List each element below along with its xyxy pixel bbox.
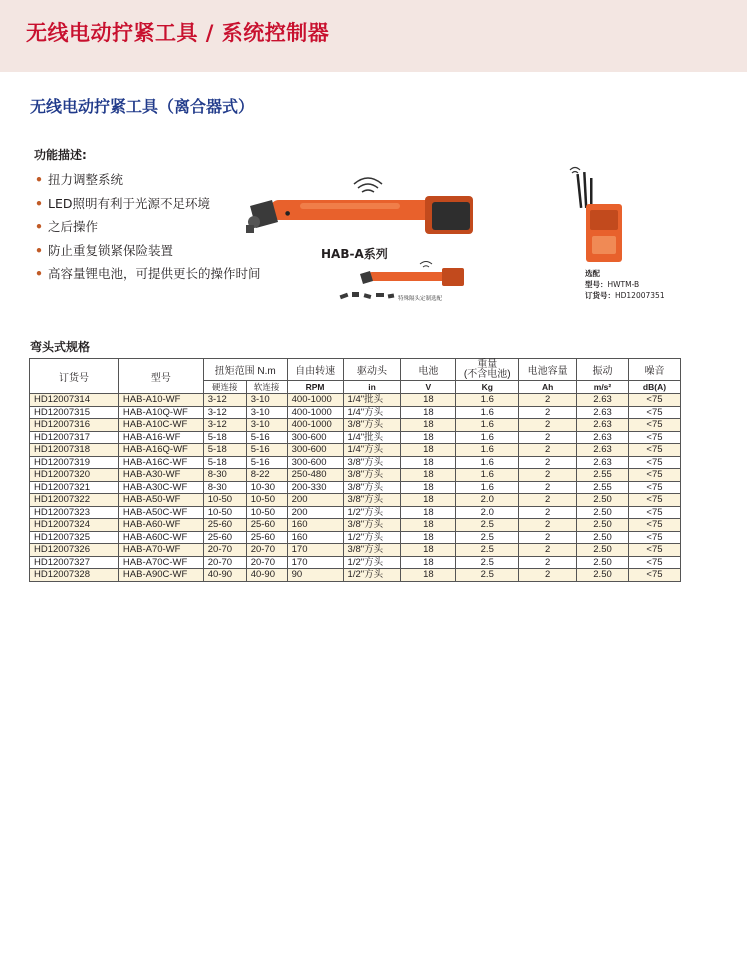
cell-capacity: 2	[519, 494, 577, 507]
cell-model: HAB-A50C-WF	[118, 506, 203, 519]
cell-order-no: HD12007318	[30, 444, 119, 457]
header-weight-line1: 重量	[477, 358, 498, 370]
cell-torque-hard: 20-70	[203, 556, 246, 569]
cell-weight: 2.0	[456, 494, 519, 507]
cell-weight: 2.5	[456, 519, 519, 532]
cell-order-no: HD12007317	[30, 431, 119, 444]
cell-torque-soft: 25-60	[246, 519, 287, 532]
feature-list	[34, 168, 264, 286]
cell-battery: 18	[401, 481, 456, 494]
cell-model: HAB-A60C-WF	[118, 531, 203, 544]
cell-noise: <75	[628, 556, 680, 569]
table-row	[30, 544, 681, 557]
cell-speed: 200	[287, 506, 343, 519]
cell-model: HAB-A16Q-WF	[118, 444, 203, 457]
cell-capacity: 2	[519, 556, 577, 569]
cell-speed: 250-480	[287, 469, 343, 482]
cell-torque-soft: 3-10	[246, 419, 287, 432]
series-label: HAB-A系列	[321, 247, 388, 261]
cell-speed: 300-600	[287, 431, 343, 444]
cell-battery: 18	[401, 444, 456, 457]
cell-weight: 1.6	[456, 444, 519, 457]
spec-table-body	[30, 394, 681, 582]
cell-drive: 1/2"方头	[343, 569, 401, 582]
cell-order-no: HD12007320	[30, 469, 119, 482]
cell-noise: <75	[628, 456, 680, 469]
cell-weight: 1.6	[456, 469, 519, 482]
header-weight	[456, 359, 519, 381]
cell-drive: 1/4"批头	[343, 431, 401, 444]
cell-weight: 2.5	[456, 544, 519, 557]
cell-model: HAB-A10C-WF	[118, 419, 203, 432]
cell-speed: 90	[287, 569, 343, 582]
cell-weight: 1.6	[456, 406, 519, 419]
cell-vibration: 2.50	[577, 556, 629, 569]
cell-weight: 1.6	[456, 419, 519, 432]
cell-order-no: HD12007319	[30, 456, 119, 469]
option-model-value: HWTM-B	[607, 280, 640, 289]
cell-vibration: 2.50	[577, 494, 629, 507]
cell-speed: 300-600	[287, 456, 343, 469]
cell-torque-soft: 3-10	[246, 394, 287, 407]
wifi-icon	[570, 168, 580, 174]
table-row	[30, 406, 681, 419]
cell-torque-soft: 20-70	[246, 544, 287, 557]
cell-order-no: HD12007326	[30, 544, 119, 557]
cell-battery: 18	[401, 394, 456, 407]
cell-noise: <75	[628, 481, 680, 494]
cell-speed: 170	[287, 544, 343, 557]
cell-weight: 1.6	[456, 431, 519, 444]
feature-item: • 防止重复锁紧保险装置	[34, 239, 264, 263]
cell-vibration: 2.55	[577, 481, 629, 494]
cell-drive: 1/4"批头	[343, 394, 401, 407]
cell-drive: 3/8"方头	[343, 519, 401, 532]
cell-capacity: 2	[519, 531, 577, 544]
cell-speed: 160	[287, 531, 343, 544]
cell-speed: 170	[287, 556, 343, 569]
cell-battery: 18	[401, 419, 456, 432]
cell-model: HAB-A60-WF	[118, 519, 203, 532]
table-row	[30, 569, 681, 582]
cell-battery: 18	[401, 531, 456, 544]
cell-speed: 160	[287, 519, 343, 532]
cell-vibration: 2.50	[577, 544, 629, 557]
cell-torque-soft: 3-10	[246, 406, 287, 419]
cell-drive: 1/2"方头	[343, 506, 401, 519]
cell-capacity: 2	[519, 444, 577, 457]
option-model-label: 型号：	[585, 280, 608, 289]
cell-drive: 1/2"方头	[343, 531, 401, 544]
feature-item: • 高容量锂电池，可提供更长的操作时间	[34, 262, 264, 286]
table-row	[30, 444, 681, 457]
cell-drive: 3/8"方头	[343, 419, 401, 432]
cell-noise: <75	[628, 431, 680, 444]
cell-capacity: 2	[519, 431, 577, 444]
header-vibration: 振动	[577, 359, 629, 381]
cell-drive: 1/2"方头	[343, 556, 401, 569]
cell-noise: <75	[628, 519, 680, 532]
table-row	[30, 456, 681, 469]
wifi-icon	[354, 178, 382, 192]
cell-noise: <75	[628, 419, 680, 432]
header-hard: 硬连接	[203, 381, 246, 394]
cell-battery: 18	[401, 431, 456, 444]
cell-torque-hard: 8-30	[203, 481, 246, 494]
header-order-no: 订货号	[30, 359, 119, 394]
cell-capacity: 2	[519, 481, 577, 494]
header-vibration-unit: m/s²	[577, 381, 629, 394]
cell-torque-soft: 5-16	[246, 456, 287, 469]
cell-noise: <75	[628, 469, 680, 482]
cell-battery: 18	[401, 556, 456, 569]
header-battery-unit: V	[401, 381, 456, 394]
cell-model: HAB-A16C-WF	[118, 456, 203, 469]
cell-order-no: HD12007321	[30, 481, 119, 494]
header-soft: 软连接	[246, 381, 287, 394]
table-row	[30, 394, 681, 407]
cell-order-no: HD12007327	[30, 556, 119, 569]
cell-capacity: 2	[519, 506, 577, 519]
table-row	[30, 506, 681, 519]
cell-battery: 18	[401, 406, 456, 419]
cell-torque-hard: 5-18	[203, 431, 246, 444]
cell-weight: 1.6	[456, 481, 519, 494]
features-heading: 功能描述:	[34, 148, 87, 162]
table-row	[30, 419, 681, 432]
table-row	[30, 431, 681, 444]
table-row	[30, 556, 681, 569]
header-noise-unit: dB(A)	[628, 381, 680, 394]
cell-model: HAB-A70-WF	[118, 544, 203, 557]
table-row	[30, 469, 681, 482]
cell-drive: 3/8"方头	[343, 469, 401, 482]
header-banner	[0, 0, 747, 72]
accessory-caption: 特殊隔头定制选配	[398, 296, 443, 302]
header-drive-unit: in	[343, 381, 401, 394]
cell-drive: 3/8"方头	[343, 481, 401, 494]
cell-torque-hard: 20-70	[203, 544, 246, 557]
cell-torque-soft: 10-50	[246, 506, 287, 519]
cell-order-no: HD12007314	[30, 394, 119, 407]
header-speed-unit: RPM	[287, 381, 343, 394]
header-capacity: 电池容量	[519, 359, 577, 381]
cell-model: HAB-A50-WF	[118, 494, 203, 507]
cell-weight: 2.5	[456, 569, 519, 582]
cell-weight: 2.5	[456, 531, 519, 544]
cell-noise: <75	[628, 444, 680, 457]
cell-model: HAB-A30-WF	[118, 469, 203, 482]
cell-order-no: HD12007316	[30, 419, 119, 432]
option-info	[585, 268, 665, 301]
cell-drive: 3/8"方头	[343, 456, 401, 469]
cell-torque-hard: 8-30	[203, 469, 246, 482]
cell-battery: 18	[401, 494, 456, 507]
cell-vibration: 2.50	[577, 506, 629, 519]
cell-noise: <75	[628, 569, 680, 582]
feature-item-continuation: • 之后操作	[34, 215, 264, 239]
header-drive: 驱动头	[343, 359, 401, 381]
cell-torque-hard: 25-60	[203, 519, 246, 532]
feature-item: • LED照明有利于光源不足环境	[34, 192, 264, 216]
cell-battery: 18	[401, 506, 456, 519]
cell-torque-soft: 5-16	[246, 431, 287, 444]
cell-torque-soft: 40-90	[246, 569, 287, 582]
header-model: 型号	[118, 359, 203, 394]
option-order-label: 订货号：	[585, 291, 615, 300]
cell-torque-hard: 3-12	[203, 419, 246, 432]
cell-torque-hard: 5-18	[203, 444, 246, 457]
cell-drive: 1/4"方头	[343, 444, 401, 457]
cell-battery: 18	[401, 456, 456, 469]
section-title: 无线电动拧紧工具（离合器式）	[30, 97, 255, 116]
cell-vibration: 2.50	[577, 531, 629, 544]
cell-order-no: HD12007328	[30, 569, 119, 582]
cell-torque-soft: 25-60	[246, 531, 287, 544]
cell-battery: 18	[401, 544, 456, 557]
cell-weight: 1.6	[456, 456, 519, 469]
cell-capacity: 2	[519, 456, 577, 469]
cell-drive: 3/8"方头	[343, 494, 401, 507]
header-torque: 扭矩范围 N.m	[203, 359, 287, 381]
cell-capacity: 2	[519, 469, 577, 482]
svg-text:●: ●	[285, 210, 291, 217]
cell-order-no: HD12007315	[30, 406, 119, 419]
cell-drive: 3/8"方头	[343, 544, 401, 557]
cell-torque-soft: 10-30	[246, 481, 287, 494]
cell-speed: 400-1000	[287, 394, 343, 407]
header-weight-line2: (不含电池)	[463, 368, 511, 380]
cell-capacity: 2	[519, 519, 577, 532]
cell-model: HAB-A30C-WF	[118, 481, 203, 494]
cell-torque-hard: 25-60	[203, 531, 246, 544]
cell-torque-hard: 10-50	[203, 506, 246, 519]
cell-battery: 18	[401, 519, 456, 532]
cell-model: HAB-A10Q-WF	[118, 406, 203, 419]
table-row	[30, 519, 681, 532]
cell-noise: <75	[628, 506, 680, 519]
cell-capacity: 2	[519, 569, 577, 582]
feature-item: • 扭力调整系统	[34, 168, 264, 192]
option-title: 选配	[585, 269, 600, 278]
cell-speed: 300-600	[287, 444, 343, 457]
cell-speed: 400-1000	[287, 419, 343, 432]
cell-torque-soft: 10-50	[246, 494, 287, 507]
cell-drive: 1/4"方头	[343, 406, 401, 419]
cell-torque-hard: 5-18	[203, 456, 246, 469]
header-weight-unit: Kg	[456, 381, 519, 394]
cell-weight: 1.6	[456, 394, 519, 407]
cell-vibration: 2.63	[577, 431, 629, 444]
cell-torque-hard: 3-12	[203, 406, 246, 419]
cell-battery: 18	[401, 469, 456, 482]
page-title: 无线电动拧紧工具 / 系统控制器	[26, 21, 330, 45]
cell-capacity: 2	[519, 394, 577, 407]
wifi-icon	[420, 262, 432, 268]
cell-torque-soft: 5-16	[246, 444, 287, 457]
angle-nutrunner-image	[240, 170, 480, 250]
cell-weight: 2.5	[456, 556, 519, 569]
socket-accessories	[340, 292, 395, 299]
cell-speed: 200	[287, 494, 343, 507]
cell-model: HAB-A16-WF	[118, 431, 203, 444]
cell-vibration: 2.63	[577, 444, 629, 457]
cell-noise: <75	[628, 544, 680, 557]
cell-order-no: HD12007323	[30, 506, 119, 519]
cell-capacity: 2	[519, 419, 577, 432]
header-speed: 自由转速	[287, 359, 343, 381]
cell-vibration: 2.63	[577, 406, 629, 419]
cell-battery: 18	[401, 569, 456, 582]
cell-vibration: 2.55	[577, 469, 629, 482]
cell-speed: 400-1000	[287, 406, 343, 419]
cell-vibration: 2.50	[577, 569, 629, 582]
cell-torque-hard: 10-50	[203, 494, 246, 507]
option-order-value: HD12007351	[615, 291, 665, 300]
cell-torque-soft: 8-22	[246, 469, 287, 482]
table-row	[30, 481, 681, 494]
cell-model: HAB-A70C-WF	[118, 556, 203, 569]
cell-vibration: 2.63	[577, 456, 629, 469]
cell-noise: <75	[628, 394, 680, 407]
cell-vibration: 2.63	[577, 419, 629, 432]
cell-weight: 2.0	[456, 506, 519, 519]
cell-vibration: 2.50	[577, 519, 629, 532]
cell-capacity: 2	[519, 544, 577, 557]
cell-model: HAB-A90C-WF	[118, 569, 203, 582]
cell-order-no: HD12007325	[30, 531, 119, 544]
cell-torque-soft: 20-70	[246, 556, 287, 569]
header-capacity-unit: Ah	[519, 381, 577, 394]
controller-image	[568, 160, 628, 270]
table-row	[30, 494, 681, 507]
header-noise: 噪音	[628, 359, 680, 381]
table-row	[30, 531, 681, 544]
cell-torque-hard: 3-12	[203, 394, 246, 407]
cell-order-no: HD12007324	[30, 519, 119, 532]
cell-model: HAB-A10-WF	[118, 394, 203, 407]
cell-order-no: HD12007322	[30, 494, 119, 507]
header-battery: 电池	[401, 359, 456, 381]
cell-noise: <75	[628, 494, 680, 507]
cell-noise: <75	[628, 531, 680, 544]
cell-capacity: 2	[519, 406, 577, 419]
cell-speed: 200-330	[287, 481, 343, 494]
spec-table	[29, 358, 681, 582]
table-title: 弯头式规格	[30, 340, 91, 354]
cell-noise: <75	[628, 406, 680, 419]
cell-vibration: 2.63	[577, 394, 629, 407]
cell-torque-hard: 40-90	[203, 569, 246, 582]
